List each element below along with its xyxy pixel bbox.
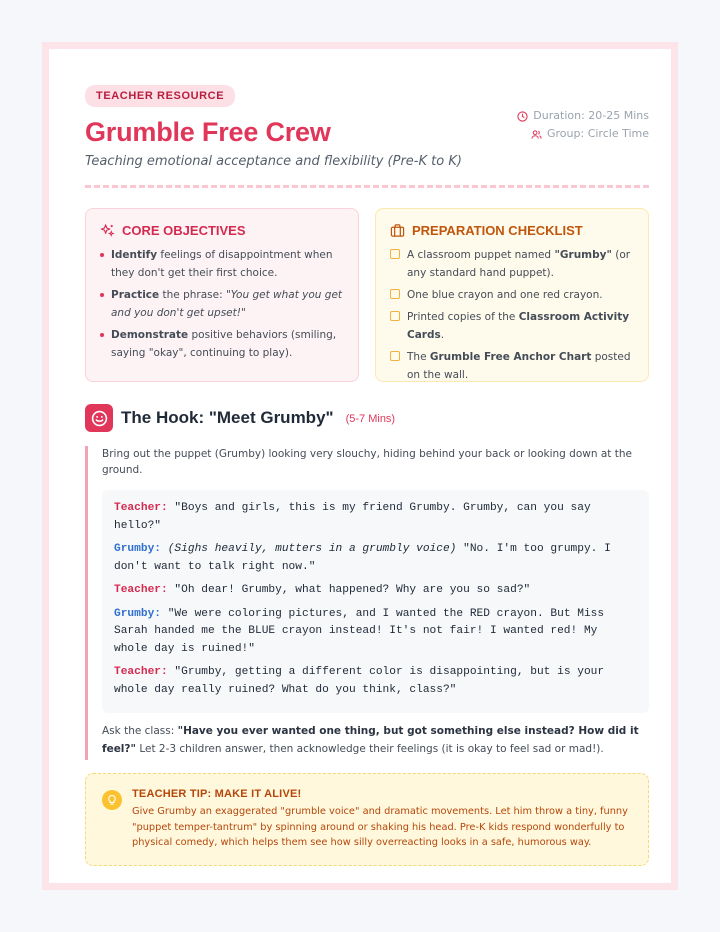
hook-intro: Bring out the puppet (Grumby) looking very slouchy, hiding behind your back or looking down at the ground.	[102, 448, 632, 476]
objectives-box	[85, 208, 359, 382]
objective-item: Identify feelings of disappointment when they don't get their first choice.	[100, 246, 346, 282]
page-title: Grumble Free Crew	[85, 117, 331, 147]
header-divider	[85, 185, 649, 188]
objectives-heading	[100, 223, 346, 238]
hook-heading	[85, 404, 649, 432]
checkbox[interactable]	[390, 351, 400, 361]
checkbox[interactable]	[390, 249, 400, 259]
dialogue-line: Grumby: "We were coloring pictures, and I wanted the RED crayon. But Miss Sarah handed me the BLUE crayon instead! It's not fair! I wanted red! My whole day is ruined!"	[114, 607, 605, 655]
ask-class-text: Ask the class: "Have you ever wanted one thing, but got something else instead? How did it feel?" Let 2-3 children answer, then acknowledge their feelings (it is okay to feel sad or mad!).	[102, 725, 639, 755]
checklist-item: The Grumble Free Anchor Chart posted on the wall.	[390, 348, 636, 384]
sparkles-icon	[100, 223, 115, 238]
dialogue-line: Teacher: "Grumby, getting a different color is disappointing, but is your whole day really ruined? What do you think, class?"	[114, 666, 605, 696]
duration-text: Duration: 20-25 Mins	[533, 109, 649, 122]
lesson-meta	[517, 107, 649, 143]
checklist-heading	[390, 223, 636, 238]
objective-item: Demonstrate positive behaviors (smiling, saying "okay", continuing to play).	[100, 326, 346, 362]
checklist-list	[390, 246, 636, 384]
checkbox[interactable]	[390, 311, 400, 321]
tip-text: Give Grumby an exaggerated "grumble voice" and dramatic movements. Let him throw a tiny, funny "puppet temper-tantrum" by spinning around or shaking his head. Pre-K kids respond wonderfully to physical comedy, which helps them see how silly overreacting looks in a safe, humorous way.	[132, 806, 628, 848]
checkbox[interactable]	[390, 289, 400, 299]
dialogue-line: Teacher: "Oh dear! Grumby, what happened? Why are you so sad?"	[114, 584, 531, 596]
checklist-box	[375, 208, 649, 382]
hook-time: (5-7 Mins)	[345, 413, 396, 425]
lesson-page	[49, 49, 671, 883]
teacher-tip	[85, 773, 649, 866]
tip-title: TEACHER TIP: MAKE IT ALIVE!	[132, 788, 302, 800]
duration-row	[517, 107, 649, 125]
checklist-item: One blue crayon and one red crayon.	[390, 286, 636, 304]
objective-item: Practice the phrase: "You get what you get and you don't get upset!"	[100, 286, 346, 322]
briefcase-icon	[390, 223, 405, 238]
lightbulb-icon	[102, 790, 122, 810]
checklist-item: A classroom puppet named "Grumby" (or any standard hand puppet).	[390, 246, 636, 282]
dialogue-script	[102, 490, 649, 713]
page-subtitle: Teaching emotional acceptance and flexibility (Pre-K to K)	[85, 154, 462, 169]
prep-section	[85, 208, 649, 382]
dialogue-line: Teacher: "Boys and girls, this is my friend Grumby. Grumby, can you say hello?"	[114, 502, 591, 532]
hook-body	[85, 446, 649, 760]
checklist-item: Printed copies of the Classroom Activity Cards.	[390, 308, 636, 344]
checklist-title: PREPARATION CHECKLIST	[412, 223, 583, 238]
hook-title: The Hook: "Meet Grumby"	[121, 408, 334, 427]
dialogue-line: Grumby: (Sighs heavily, mutters in a grumbly voice) "No. I'm too grumpy. I don't want to talk right now."	[114, 543, 611, 573]
users-icon	[531, 129, 542, 140]
group-text: Group: Circle Time	[547, 127, 649, 140]
lesson-content	[85, 85, 649, 848]
clock-icon	[517, 111, 528, 122]
smile-icon	[85, 404, 113, 432]
header	[85, 85, 649, 169]
resource-badge: TEACHER RESOURCE	[85, 85, 235, 107]
objectives-list	[100, 246, 346, 362]
page-border	[42, 42, 678, 890]
objectives-title: CORE OBJECTIVES	[122, 223, 246, 238]
group-row	[517, 125, 649, 143]
